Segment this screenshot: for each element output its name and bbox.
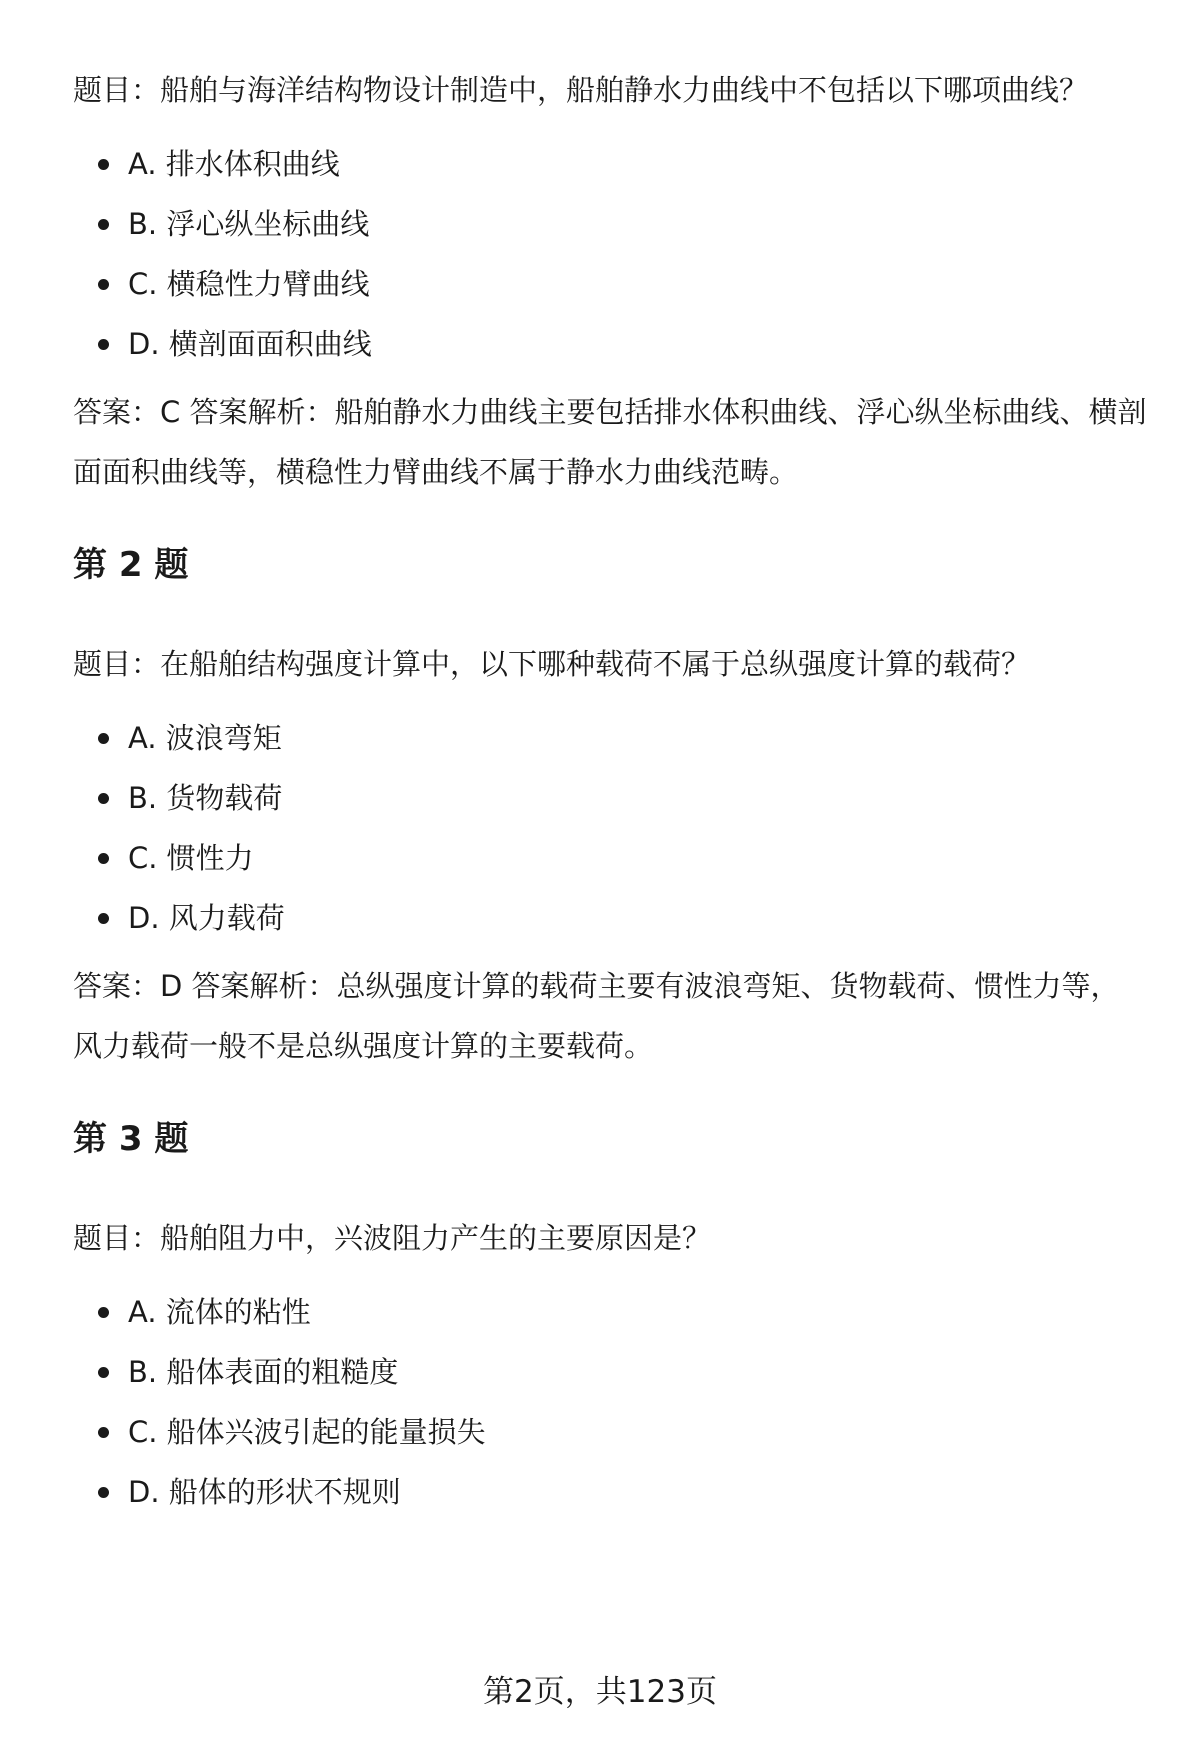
option-item: [73, 262, 1148, 306]
document-page: [73, 0, 1148, 1530]
option-item: [73, 1350, 1148, 1394]
option-item: [73, 896, 1148, 940]
question-prompt: 题目：船舶与海洋结构物设计制造中，船舶静水力曲线中不包括以下哪项曲线？: [73, 73, 1089, 107]
bullet-icon: [98, 853, 109, 864]
bullet-icon: [98, 1427, 109, 1438]
option-list: [73, 142, 1148, 366]
answer-explanation: 答案：D 答案解析：总纵强度计算的载荷主要有波浪弯矩、货物载荷、惯性力等，风力载荷一般不是总纵强度计算的主要载荷。: [73, 969, 1120, 1063]
bullet-icon: [98, 159, 109, 170]
option-label: B. 船体表面的粗糙度: [128, 1355, 399, 1389]
option-list: [73, 716, 1148, 940]
option-label: D. 船体的形状不规则: [128, 1475, 401, 1509]
option-label: A. 流体的粘性: [128, 1295, 311, 1329]
option-label: D. 横剖面面积曲线: [128, 327, 372, 361]
option-label: A. 排水体积曲线: [128, 147, 340, 181]
option-item: [73, 322, 1148, 366]
option-label: A. 波浪弯矩: [128, 721, 282, 755]
question-prompt: 题目：船舶阻力中，兴波阻力产生的主要原因是？: [73, 1221, 712, 1255]
bullet-icon: [98, 913, 109, 924]
option-item: [73, 836, 1148, 880]
option-label: C. 惯性力: [128, 841, 254, 875]
page-footer: 第2页，共123页: [483, 1674, 717, 1710]
option-item: [73, 1470, 1148, 1514]
question-3: [73, 1114, 1148, 1514]
answer-explanation: 答案：C 答案解析：船舶静水力曲线主要包括排水体积曲线、浮心纵坐标曲线、横剖面面积曲线等，横稳性力臂曲线不属于静水力曲线范畴。: [73, 395, 1147, 489]
bullet-icon: [98, 339, 109, 350]
question-1: [73, 68, 1148, 502]
option-item: [73, 776, 1148, 820]
question-prompt: 题目：在船舶结构强度计算中，以下哪种载荷不属于总纵强度计算的载荷？: [73, 647, 1031, 681]
option-label: C. 船体兴波引起的能量损失: [128, 1415, 486, 1449]
bullet-icon: [98, 1307, 109, 1318]
option-item: [73, 716, 1148, 760]
option-list: [73, 1290, 1148, 1514]
bullet-icon: [98, 1367, 109, 1378]
option-item: [73, 142, 1148, 186]
option-item: [73, 1290, 1148, 1334]
bullet-icon: [98, 793, 109, 804]
option-label: B. 浮心纵坐标曲线: [128, 207, 370, 241]
question-2: [73, 540, 1148, 1076]
option-label: D. 风力载荷: [128, 901, 285, 935]
option-label: C. 横稳性力臂曲线: [128, 267, 370, 301]
question-heading: 第 2 题: [73, 545, 189, 585]
question-heading: 第 3 题: [73, 1119, 189, 1159]
option-item: [73, 202, 1148, 246]
bullet-icon: [98, 733, 109, 744]
bullet-icon: [98, 1487, 109, 1498]
option-item: [73, 1410, 1148, 1454]
option-label: B. 货物载荷: [128, 781, 283, 815]
bullet-icon: [98, 219, 109, 230]
bullet-icon: [98, 279, 109, 290]
